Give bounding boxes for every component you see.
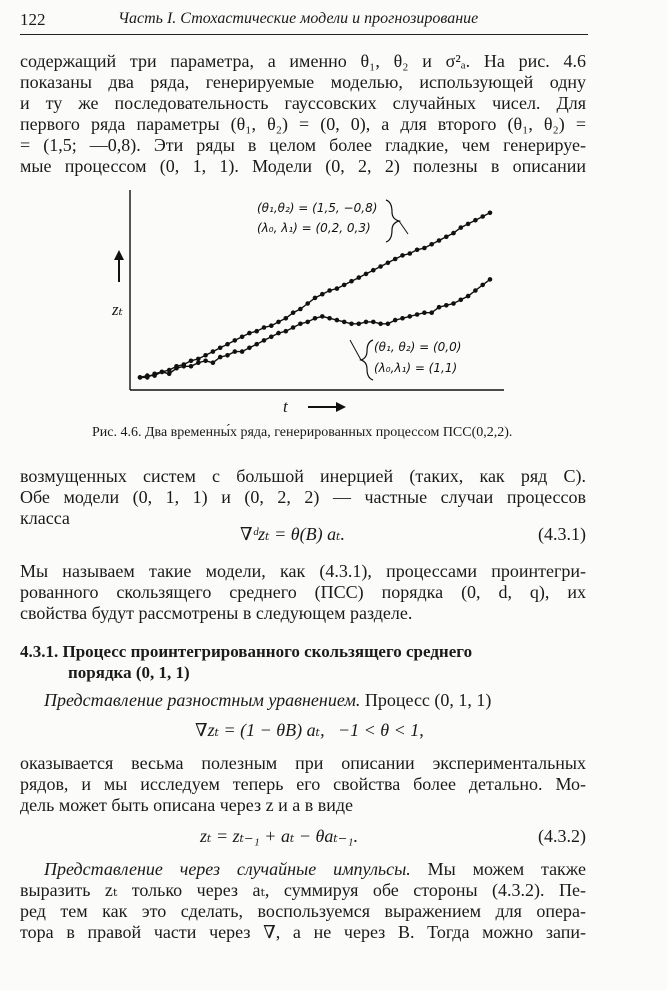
paragraph-5	[20, 753, 586, 816]
data-point	[189, 359, 194, 364]
data-point	[473, 218, 478, 223]
paragraph-4	[20, 690, 586, 711]
data-point	[174, 366, 179, 371]
running-title: Часть I. Стохастические модели и прогнозирование	[118, 10, 479, 27]
data-point	[444, 303, 449, 308]
data-point	[313, 296, 318, 301]
data-point	[247, 331, 252, 336]
data-point	[400, 316, 405, 321]
paragraph-3	[20, 561, 586, 624]
data-point	[459, 225, 464, 230]
upper-pointer	[399, 221, 408, 234]
text-line: показаны два ряда, генерируемые моделью, использующей одну	[20, 72, 586, 92]
subsection-lead: Представление через случайные импульсы.	[44, 859, 411, 879]
data-point	[408, 251, 413, 256]
data-point	[400, 253, 405, 258]
data-point	[451, 301, 456, 306]
data-point	[415, 248, 420, 253]
data-point	[305, 320, 310, 325]
paragraph-1	[20, 51, 586, 177]
data-point	[233, 338, 238, 343]
text-line	[20, 690, 586, 711]
subsection-rest: Мы можем также	[410, 859, 586, 879]
data-point	[429, 242, 434, 247]
data-point	[138, 375, 143, 380]
data-point	[466, 294, 471, 299]
text-line: тора в правой части через ∇, а не через B. Тогда можно запи-	[20, 922, 586, 942]
data-point	[371, 268, 376, 273]
data-point	[342, 283, 347, 288]
data-point	[189, 364, 194, 369]
data-point	[233, 349, 238, 354]
data-point	[269, 323, 274, 328]
data-point	[364, 272, 369, 277]
data-point	[269, 335, 274, 340]
text-line: первого ряда параметры (θ₁, θ₂) = (0, 0), а для второго (θ₁, θ₂) =	[20, 114, 586, 134]
annotation-upper-1: (θ₁,θ₂) = (1,5, −0,8)	[257, 201, 378, 215]
data-point	[320, 314, 325, 319]
section-title-line: порядка (0, 1, 1)	[68, 663, 190, 682]
data-point	[357, 275, 362, 280]
data-point	[211, 349, 216, 354]
text-line: рядов, и мы исследуем теперь его свойства более детально. Мо-	[20, 774, 586, 794]
data-point	[466, 222, 471, 227]
data-point	[152, 372, 157, 377]
annotation-upper-2: (λ₀, λ₁) = (0,2, 0,3)	[257, 221, 371, 235]
page-number: 122	[20, 10, 46, 29]
equation-4-3-2: zₜ = zₜ₋₁ + aₜ − θaₜ₋₁.	[200, 826, 359, 846]
time-series-chart	[112, 190, 510, 422]
data-point	[291, 310, 296, 315]
data-point	[240, 349, 245, 354]
data-point	[451, 231, 456, 236]
y-axis-label: zₜ	[112, 300, 123, 319]
data-point	[429, 310, 434, 315]
paragraph-6	[20, 859, 586, 943]
data-point	[327, 288, 332, 293]
data-point	[444, 235, 449, 240]
text-line	[20, 859, 586, 880]
text-line: рованного скользящего среднего (ПСС) порядка (0, d, q), их	[20, 582, 586, 602]
data-point	[160, 370, 165, 375]
data-point	[276, 320, 281, 325]
data-point	[488, 211, 493, 216]
section-heading	[20, 641, 580, 683]
data-point	[422, 246, 427, 251]
data-point	[203, 359, 208, 364]
data-point	[145, 375, 150, 380]
text-line: Мы называем такие модели, как (4.3.1), процессами проинтегри-	[20, 561, 586, 581]
lower-brace	[361, 340, 373, 380]
text-line: класса	[20, 508, 70, 528]
data-point	[437, 305, 442, 310]
data-point	[298, 322, 303, 327]
data-point	[298, 307, 303, 312]
data-point	[225, 342, 230, 347]
data-point	[349, 279, 354, 284]
data-point	[364, 320, 369, 325]
data-point	[357, 322, 362, 327]
data-point	[349, 322, 354, 327]
data-point	[218, 346, 223, 351]
figure-caption: Рис. 4.6. Два временны́х ряда, генерированных процессом ПСС(0,2,2).	[92, 425, 513, 440]
data-point	[488, 277, 493, 282]
equation-4-3-1: ∇ᵈzₜ = θ(B) aₜ.	[240, 524, 346, 544]
annotation-lower-1: (θ₁, θ₂) = (0,0)	[374, 340, 462, 354]
data-point	[262, 325, 267, 330]
data-point	[393, 257, 398, 262]
data-point	[422, 310, 427, 315]
data-point	[480, 214, 485, 219]
data-point	[459, 298, 464, 303]
lower-pointer	[350, 340, 361, 360]
text-line: дель может быть описана через z и a в виде	[20, 795, 353, 815]
data-point	[408, 314, 413, 319]
text-line: свойства будут рассмотрены в следующем разделе.	[20, 603, 413, 623]
data-point	[342, 320, 347, 325]
data-point	[284, 329, 289, 334]
data-point	[386, 322, 391, 327]
text-line: Обе модели (0, 1, 1) и (0, 2, 2) — частные случаи процессов	[20, 487, 586, 507]
running-header	[20, 8, 588, 35]
data-point	[291, 325, 296, 330]
data-point	[415, 312, 420, 317]
subsection-lead: Представление разностным уравнением.	[44, 690, 361, 710]
x-arrow-head	[336, 402, 346, 412]
paragraph-2	[20, 466, 586, 529]
data-point	[240, 335, 245, 340]
data-point	[276, 331, 281, 336]
text-line: мые процессом (0, 1, 1). Модели (0, 2, 2) полезны в описании	[20, 156, 586, 176]
upper-brace	[386, 200, 399, 242]
data-point	[254, 329, 259, 334]
data-point	[371, 320, 376, 325]
y-arrow-head	[114, 250, 124, 260]
equation-number-4-3-2: (4.3.2)	[538, 826, 586, 846]
data-point	[327, 316, 332, 321]
equation-main: ∇zₜ = (1 − θB) aₜ,	[195, 720, 325, 740]
data-point	[196, 360, 201, 365]
text-line: = (1,5; —0,8). Эти ряды в целом более гладкие, чем генерируе-	[20, 135, 586, 155]
text-line: и ту же последовательность гауссовских случайных чисел. Для	[20, 93, 586, 113]
text-line: содержащий три параметра, а именно θ₁, θ₂ и σ²ₐ. На рис. 4.6	[20, 51, 586, 71]
data-point	[167, 372, 172, 377]
text-line: оказывается весьма полезным при описании экспериментальных	[20, 753, 586, 773]
data-point	[320, 292, 325, 297]
data-point	[386, 261, 391, 266]
data-point	[211, 360, 216, 365]
data-point	[225, 353, 230, 358]
x-axis-label: t	[283, 397, 288, 416]
text-line: возмущенных систем с большой инерцией (таких, как ряд С).	[20, 466, 586, 486]
data-point	[335, 318, 340, 323]
data-point	[305, 301, 310, 306]
data-point	[393, 318, 398, 323]
data-point	[247, 346, 252, 351]
text-line: ред тем как это сделать, воспользуемся выражением для опера-	[20, 901, 586, 921]
subsection-rest: Процесс (0, 1, 1)	[360, 690, 492, 710]
data-point	[378, 264, 383, 269]
data-point	[218, 355, 223, 360]
data-point	[378, 322, 383, 327]
data-point	[284, 316, 289, 321]
text-line: выразить zₜ только через aₜ, суммируя обе стороны (4.3.2). Пе-	[20, 880, 586, 900]
data-point	[335, 286, 340, 291]
data-point	[437, 238, 442, 243]
section-title-line: 4.3.1. Процесс проинтегрированного скользящего среднего	[20, 642, 473, 661]
data-point	[262, 338, 267, 343]
data-point	[182, 364, 187, 369]
data-point	[480, 283, 485, 288]
data-point	[473, 288, 478, 293]
annotation-lower-2: (λ₀,λ₁) = (1,1)	[374, 361, 458, 375]
data-point	[203, 353, 208, 358]
equation-condition: −1 < θ < 1,	[338, 720, 424, 740]
data-point	[313, 316, 318, 321]
equation-number-4-3-1: (4.3.1)	[538, 524, 586, 544]
data-point	[254, 342, 259, 347]
